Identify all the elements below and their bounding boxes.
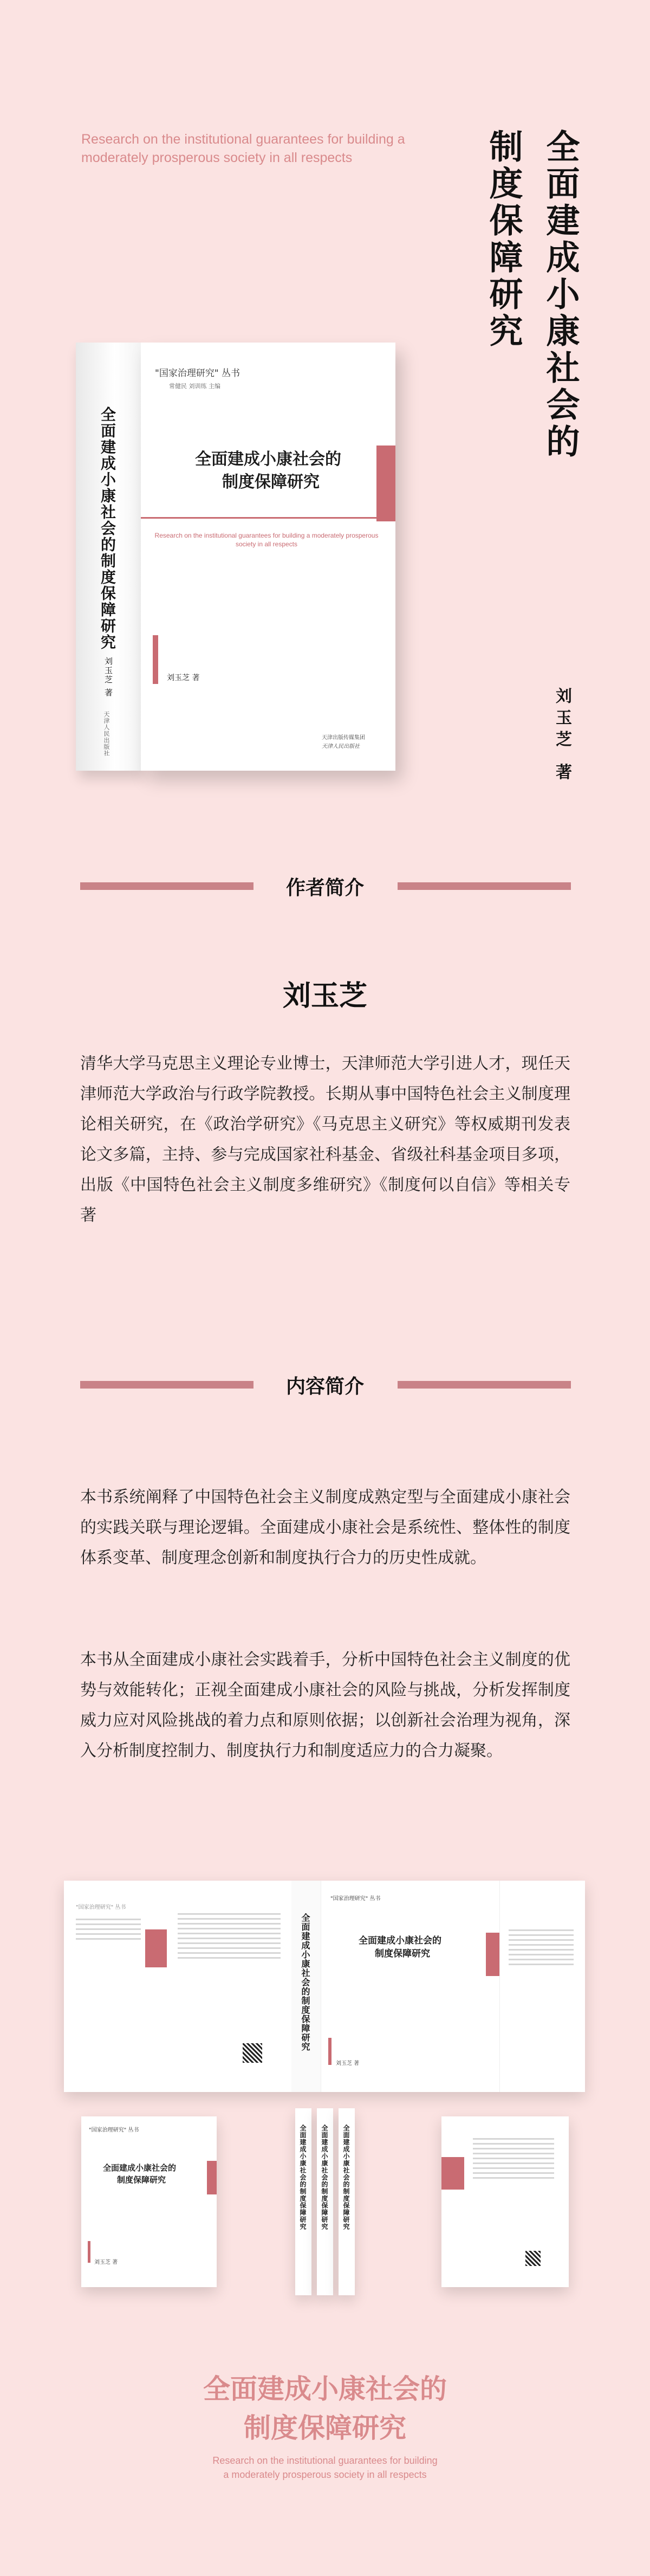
mockup-spine-2-title: 全面建成小康社会的制度保障研究 (321, 2125, 328, 2230)
mockup-front-vbar (88, 2241, 90, 2263)
book-en-subtitle: Research on the institutional guarantees for building a moderately prosperous society in all respects (154, 532, 379, 548)
mockup-back-qr (525, 2251, 541, 2266)
book-accent-vbar (153, 635, 158, 684)
content-para-1: 本书系统阐释了中国特色社会主义制度成熟定型与全面建成小康社会的实践关联与理论逻辑。全面建成小康社会是系统性、整体性的制度体系变革、制度理念创新和制度执行合力的历史性成就。 (80, 1488, 570, 1567)
mockup-front-series: "国家治理研究" 丛书 (89, 2127, 139, 2133)
mockup-front-cover (81, 2116, 217, 2287)
author-name: 刘玉芝 (282, 980, 367, 1012)
book-author: 刘玉芝 著 (167, 674, 200, 682)
footer-title-line2: 制度保障研究 (244, 2412, 406, 2444)
mockup-spine-3 (339, 2108, 355, 2295)
spread-front-flap (499, 1881, 586, 2092)
book-series: "国家治理研究" 丛书 (155, 368, 240, 379)
spread-front-series: "国家治理研究" 丛书 (330, 1896, 381, 1902)
spread-back-accent (145, 1929, 167, 1967)
footer-en-line1: Research on the institutional guarantees for building (212, 2455, 438, 2466)
header-en-subtitle: Research on the institutional guarantees for building a moderately prosperous society in all respects (81, 132, 405, 165)
spread-front-cover (321, 1881, 499, 2092)
mockup-front-title2: 制度保障研究 (117, 2175, 166, 2185)
mockup-spine-1-title: 全面建成小康社会的制度保障研究 (299, 2125, 307, 2230)
book-accent-block (376, 446, 395, 521)
spread-front-title1: 全面建成小康社会的 (359, 1935, 441, 1946)
spread-mockup (64, 1881, 585, 2092)
mockup-spine-2 (317, 2108, 333, 2295)
mockup-back-accent (441, 2157, 464, 2190)
header-author: 刘玉芝 著 (552, 687, 571, 785)
author-heading: 作者简介 (285, 877, 364, 899)
book-publisher: 天津出版传媒集团 (322, 735, 365, 741)
mockup-front-title1: 全面建成小康社会的 (103, 2163, 177, 2173)
spread-front-accent (486, 1933, 499, 1976)
book-spine-title: 全面建成小康社会的制度保障研究 (99, 406, 116, 650)
book-spine (76, 343, 141, 771)
content-para-2: 本书从全面建成小康社会实践着手，分析中国特色社会主义制度的优势与效能转化；正视全面建成小康社会的风险与挑战，分析发挥制度威力应对风险挑战的着力点和原则依据；以创新社会治理为视角，深入分析制度控制力、制度执行力和制度适应力的合力凝聚。 (80, 1650, 570, 1760)
book-title-line2: 制度保障研究 (222, 473, 320, 492)
spread-spine-title: 全面建成小康社会的制度保障研究 (300, 1913, 310, 2051)
content-heading: 内容简介 (285, 1376, 364, 1398)
mockup-front-accent (207, 2161, 217, 2194)
header-title-col1: 全面建成小康社会的 (541, 129, 580, 461)
mockup-spine-3-title: 全面建成小康社会的制度保障研究 (342, 2125, 350, 2230)
footer-en-line2: a moderately prosperous society in all respects (223, 2469, 427, 2480)
spread-back-cover (64, 1881, 292, 2092)
spread-flap-text (76, 1919, 141, 1943)
spread-series-label: "国家治理研究" 丛书 (76, 1904, 126, 1910)
book-spine-publisher: 天津人民出版社 (103, 711, 110, 757)
spread-qr-code (243, 2043, 262, 2063)
mockup-back-text (473, 2138, 554, 2182)
mockup-spine-1 (295, 2108, 311, 2295)
book-publisher2: 天津人民出版社 (322, 744, 360, 750)
author-bio: 清华大学马克思主义理论专业博士，天津师范大学引进人才，现任天津师范大学政治与行政学院教授。长期从事中国特色社会主义制度理论相关研究，在《政治学研究》《马克思主义研究》等权威期刊发表论文多篇，主持、参与完成国家社科基金、省级社科基金项目多项，出版《中国特色社会主义制度多维研究》《制度何以自信》等相关专著 (80, 1054, 570, 1225)
book-cover (141, 343, 395, 771)
spread-spine (291, 1881, 321, 2092)
spread-front-author: 刘玉芝 著 (336, 2061, 360, 2067)
mockup-front-author: 刘玉芝 著 (94, 2259, 118, 2265)
spread-front-title2: 制度保障研究 (375, 1948, 430, 1959)
spread-flap-text-2 (509, 1929, 574, 1968)
book-editors: 常健民 刘训练 主编 (169, 383, 220, 390)
spread-front-vbar (328, 2038, 332, 2065)
header-title-col2: 制度保障研究 (484, 129, 523, 350)
book-spine-author-text: 刘玉芝 著 (103, 657, 113, 698)
book-title-line1: 全面建成小康社会的 (195, 450, 341, 469)
mockup-back-cover (441, 2116, 569, 2287)
spread-back-text (178, 1913, 281, 1962)
footer-title-line1: 全面建成小康社会的 (203, 2373, 447, 2405)
book-accent-line (141, 517, 376, 519)
